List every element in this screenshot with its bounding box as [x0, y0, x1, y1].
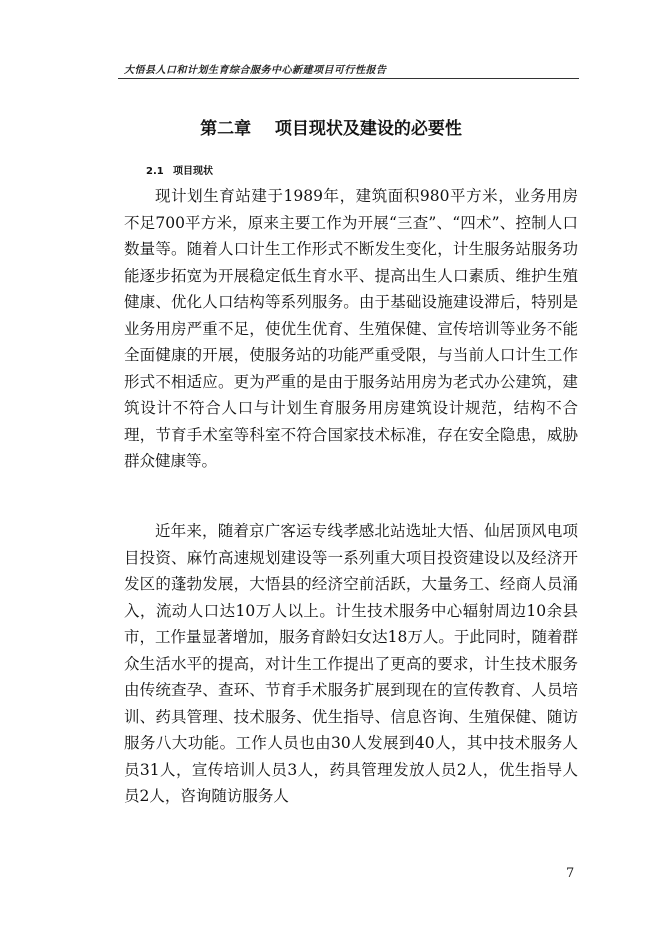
running-header: 大悟县人口和计划生育综合服务中心新建项目可行性报告: [124, 65, 387, 76]
body-paragraph: 现计划生育站建于1989年，建筑面积980平方米，业务用房不足700平方米，原来主要工作为开展“三查”、“四术”、控制人口数量等。随着人口计生工作形式不断发生变化，计生服务站服务功能逐步拓宽为开展稳定低生育水平、提高出生人口素质、维护生殖健康、优化人口结构等系列服务。由于基础设施建设滞后，特别是业务用房严重不足，使优生优育、生殖保健、宣传培训等业务不能全面健康的开展，使服务站的功能严重受限，与当前人口计生工作形式不相适应。更为严重的是由于服务站用房为老式办公建筑，建筑设计不符合人口与计划生育服务用房建筑设计规范，结构不合理，节育手术室等科室不符合国家技术标准，存在安全隐患，威胁群众健康等。: [124, 187, 578, 470]
header-divider: [118, 78, 579, 79]
section-title: 项目现状: [173, 166, 213, 177]
chapter-title: 第二章 项目现状及建设的必要性: [200, 119, 462, 139]
section-number: 2.1: [146, 166, 164, 177]
section-heading: [146, 162, 213, 177]
page-number: 7: [566, 866, 575, 881]
body-paragraph: 近年来，随着京广客运专线孝感北站选址大悟、仙居顶风电项目投资、麻竹高速规划建设等一系列重大项目投资建设以及经济开发区的蓬勃发展，大悟县的经济空前活跃，大量务工、经商人员涌入，流动人口达10万人以上。计生技术服务中心辐射周边10余县市，工作量显著增加，服务育龄妇女达18万人。于此同时，随着群众生活水平的提高，对计生工作提出了更高的要求，计生技术服务由传统查孕、查环、节育手术服务扩展到现在的宣传教育、人员培训、药具管理、技术服务、优生指导、信息咨询、生殖保健、随访服务八大功能。工作人员也由30人发展到40人，其中技术服务人员31人，宣传培训人员3人，药具管理发放人员2人，优生指导人员2人，咨询随访服务人: [124, 522, 578, 805]
